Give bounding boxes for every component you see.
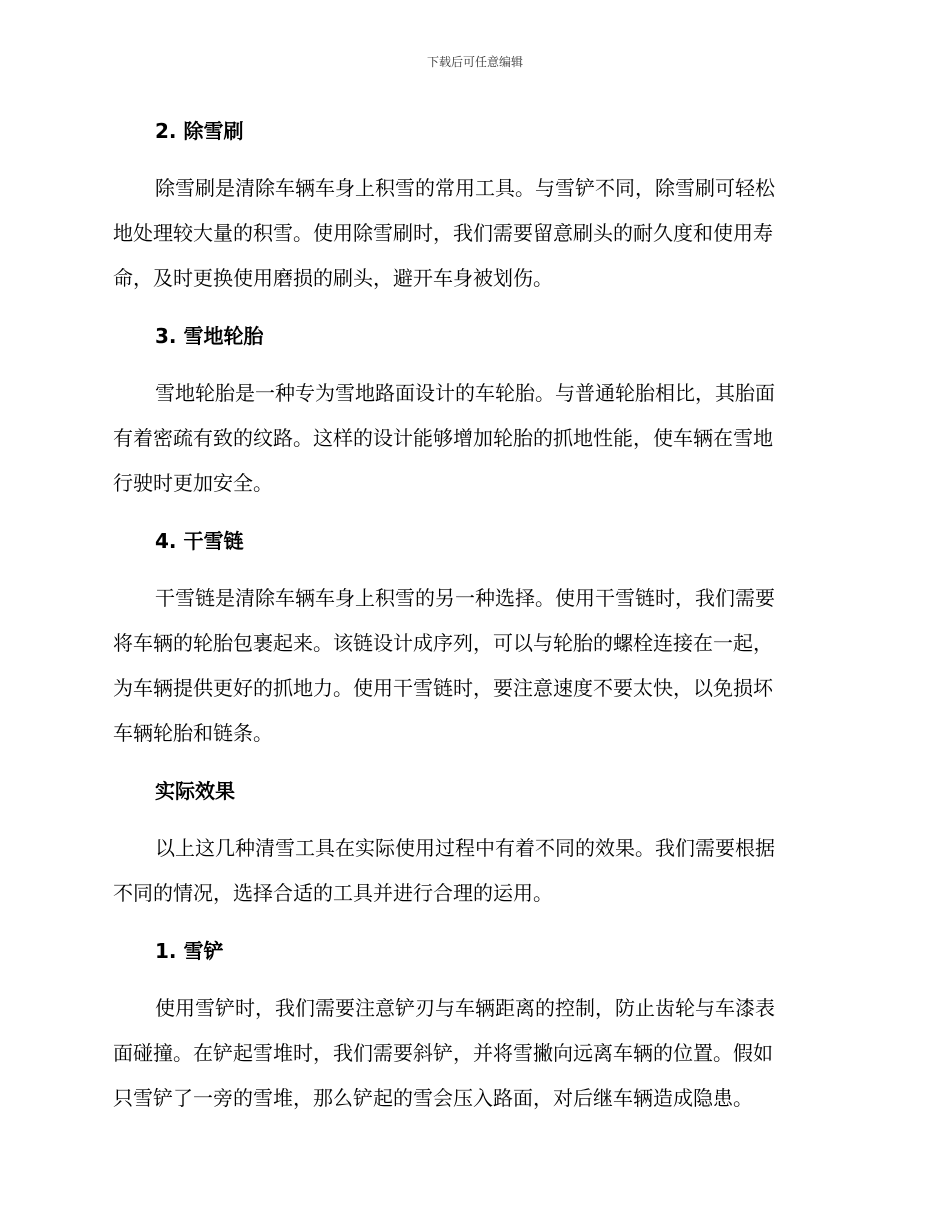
section-heading-actual-effect: 实际效果 — [155, 779, 235, 803]
section-heading-snow-brush: 2. 除雪刷 — [155, 119, 244, 143]
paragraph-line: 为车辆提供更好的抓地力。使用干雪链时，要注意速度不要太快，以免损坏 — [113, 676, 773, 700]
page-header: 下载后可任意编辑 — [426, 55, 523, 69]
paragraph-line: 将车辆的轮胎包裹起来。该链设计成序列，可以与轮胎的螺栓连接在一起， — [113, 631, 773, 655]
paragraph-line: 以上这几种清雪工具在实际使用过程中有着不同的效果。我们需要根据 — [155, 836, 775, 860]
paragraph-line: 地处理较大量的积雪。使用除雪刷时，我们需要留意刷头的耐久度和使用寿 — [113, 221, 773, 245]
section-paragraph-snow-shovel — [113, 986, 838, 1121]
paragraph-line: 除雪刷是清除车辆车身上积雪的常用工具。与雪铲不同，除雪刷可轻松 — [155, 176, 775, 200]
section-heading-dry-snow-chain: 4. 干雪链 — [155, 529, 244, 553]
section-paragraph-snow-tire — [113, 371, 838, 506]
paragraph-line: 只雪铲了一旁的雪堆，那么铲起的雪会压入路面，对后继车辆造成隐患。 — [113, 1086, 753, 1110]
paragraph-line: 雪地轮胎是一种专为雪地路面设计的车轮胎。与普通轮胎相比，其胎面 — [155, 381, 775, 405]
paragraph-line: 行驶时更加安全。 — [113, 471, 273, 495]
section-heading-snow-tire: 3. 雪地轮胎 — [155, 324, 264, 348]
paragraph-line: 干雪链是清除车辆车身上积雪的另一种选择。使用干雪链时，我们需要 — [155, 586, 775, 610]
paragraph-line: 不同的情况，选择合适的工具并进行合理的运用。 — [113, 881, 553, 905]
document-body — [113, 108, 838, 1133]
section-heading-snow-shovel: 1. 雪铲 — [155, 939, 224, 963]
paragraph-line: 命，及时更换使用磨损的刷头，避开车身被划伤。 — [113, 266, 553, 290]
paragraph-line: 车辆轮胎和链条。 — [113, 721, 273, 745]
section-paragraph-snow-brush — [113, 166, 838, 301]
section-paragraph-dry-snow-chain — [113, 576, 838, 756]
paragraph-line: 有着密疏有致的纹路。这样的设计能够增加轮胎的抓地性能，使车辆在雪地 — [113, 426, 773, 450]
paragraph-line: 面碰撞。在铲起雪堆时，我们需要斜铲，并将雪撇向远离车辆的位置。假如 — [113, 1041, 773, 1065]
paragraph-line: 使用雪铲时，我们需要注意铲刃与车辆距离的控制，防止齿轮与车漆表 — [155, 996, 775, 1020]
section-paragraph-actual-effect — [113, 826, 838, 916]
